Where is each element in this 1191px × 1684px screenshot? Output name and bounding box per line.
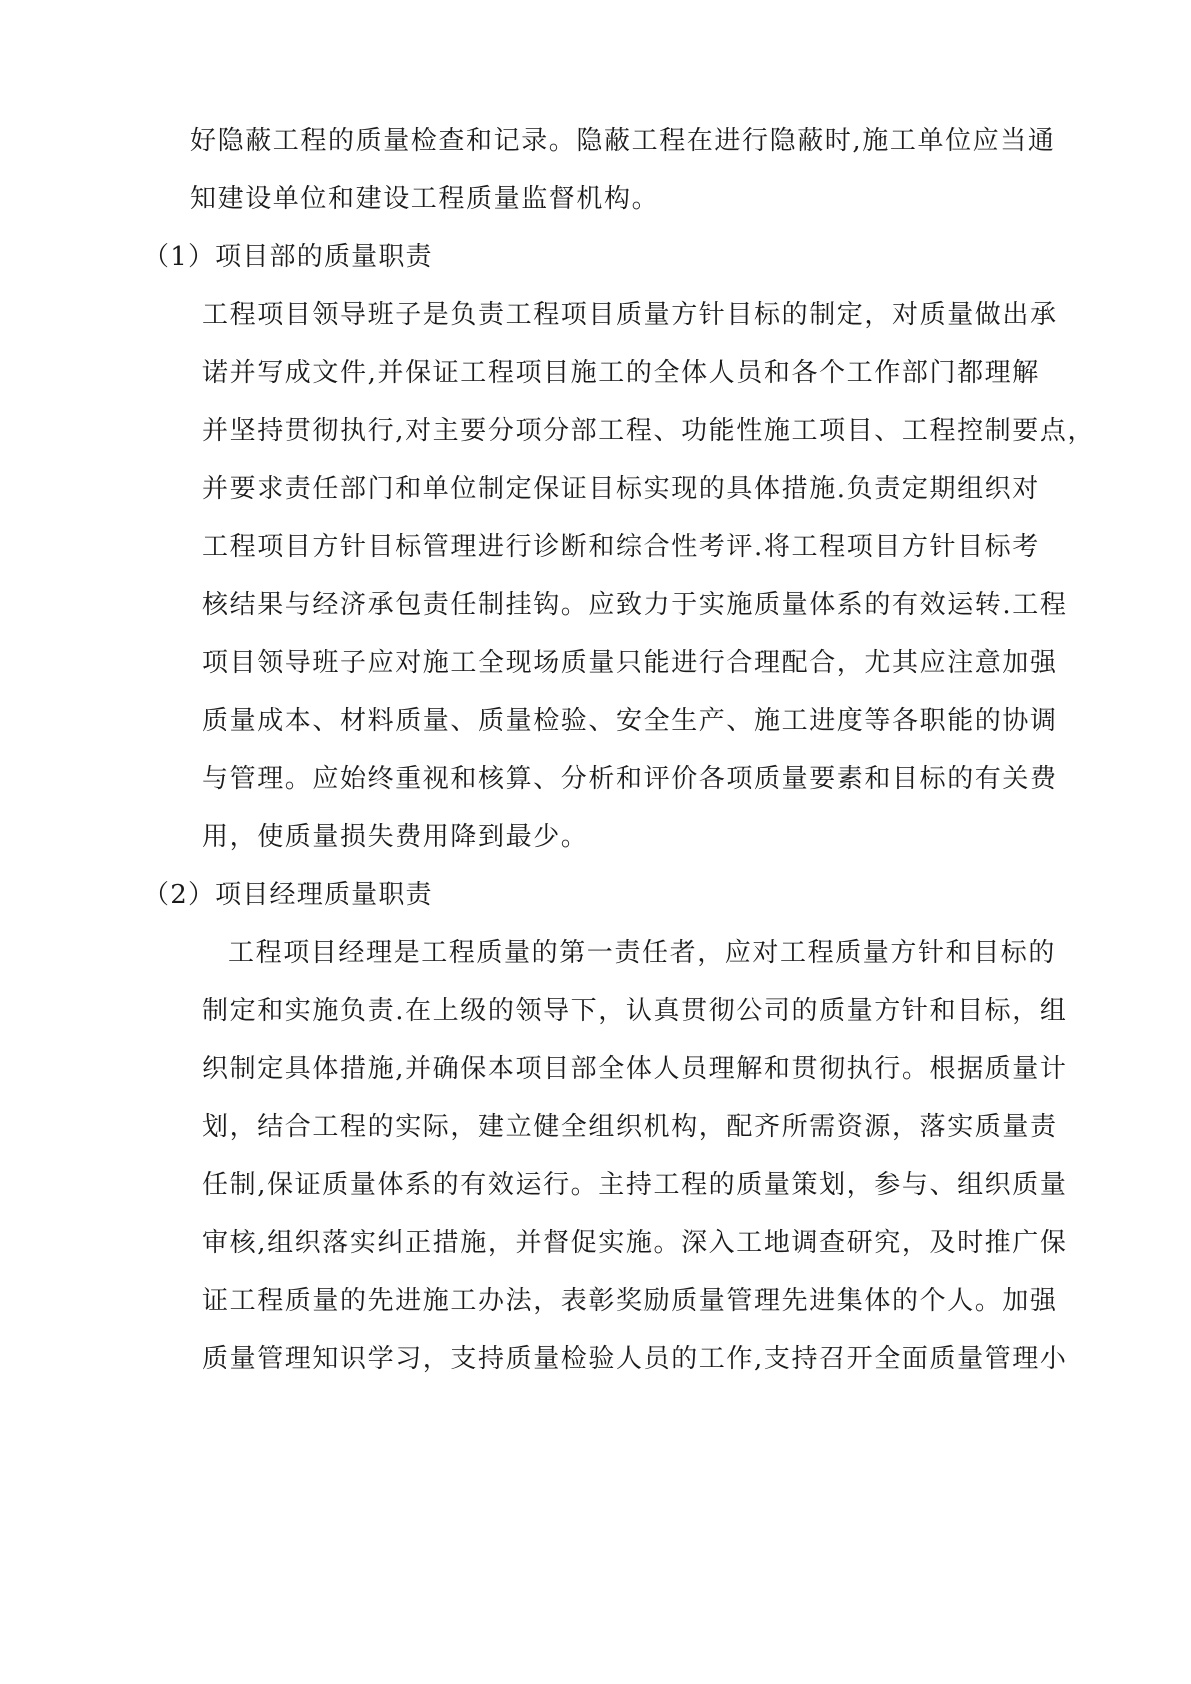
section-1-line-1: 工程项目领导班子是负责工程项目质量方针目标的制定，对质量做出承 (202, 300, 1058, 330)
section-1-line-5: 工程项目方针目标管理进行诊断和综合性考评.将工程项目方针目标考 (202, 532, 1040, 562)
section-1-line-7: 项目领导班子应对施工全现场质量只能进行合理配合，尤其应注意加强 (202, 648, 1058, 678)
section-2-line-5: 任制,保证质量体系的有效运行。主持工程的质量策划，参与、组织质量 (202, 1170, 1068, 1200)
intro-line-1: 好隐蔽工程的质量检查和记录。隐蔽工程在进行隐蔽时,施工单位应当通 (190, 126, 1056, 156)
section-1-line-2: 诺并写成文件,并保证工程项目施工的全体人员和各个工作部门都理解 (202, 358, 1040, 388)
section-2-line-8: 质量管理知识学习，支持质量检验人员的工作,支持召开全面质量管理小 (202, 1344, 1068, 1374)
section-1-line-4: 并要求责任部门和单位制定保证目标实现的具体措施.负责定期组织对 (202, 474, 1040, 504)
section-2-line-1: 工程项目经理是工程质量的第一责任者，应对工程质量方针和目标的 (228, 938, 1057, 968)
section-2-line-3: 织制定具体措施,并确保本项目部全体人员理解和贯彻执行。根据质量计 (202, 1054, 1068, 1084)
intro-line-2: 知建设单位和建设工程质量监督机构。 (190, 184, 660, 214)
section-1-line-10: 用，使质量损失费用降到最少。 (202, 822, 589, 852)
section-1-heading: （1）项目部的质量职责 (143, 242, 433, 272)
section-2-line-6: 审核,组织落实纠正措施，并督促实施。深入工地调查研究，及时推广保 (202, 1228, 1068, 1258)
section-1-line-6: 核结果与经济承包责任制挂钩。应致力于实施质量体系的有效运转.工程 (202, 590, 1068, 620)
section-2-heading: （2）项目经理质量职责 (143, 880, 433, 910)
section-1-line-8: 质量成本、材料质量、质量检验、安全生产、施工进度等各职能的协调 (202, 706, 1058, 736)
section-1-line-9: 与管理。应始终重视和核算、分析和评价各项质量要素和目标的有关费 (202, 764, 1058, 794)
section-1-line-3: 并坚持贯彻执行,对主要分项分部工程、功能性施工项目、工程控制要点， (202, 416, 1096, 446)
section-2-line-4: 划，结合工程的实际，建立健全组织机构，配齐所需资源，落实质量责 (202, 1112, 1058, 1142)
section-2-line-7: 证工程质量的先进施工办法，表彰奖励质量管理先进集体的个人。加强 (202, 1286, 1058, 1316)
section-2-line-2: 制定和实施负责.在上级的领导下，认真贯彻公司的质量方针和目标，组 (202, 996, 1068, 1026)
